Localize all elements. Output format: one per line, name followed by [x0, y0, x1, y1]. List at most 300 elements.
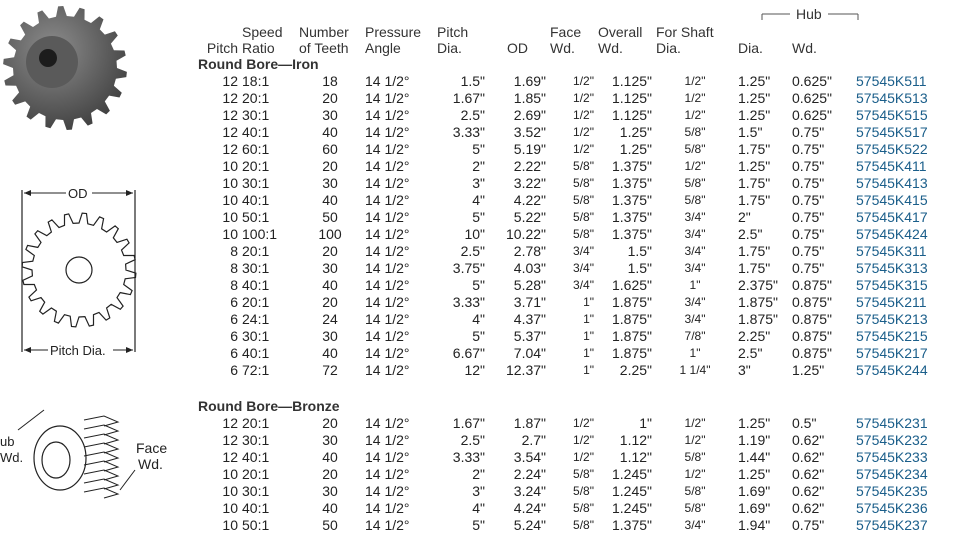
cell-pitch-dia: 3.33" [452, 449, 485, 465]
cell-shaft-dia: 1/2" [684, 467, 706, 481]
cell-part-number [854, 277, 964, 294]
table-body [196, 56, 964, 534]
cell-hub-wd: 0.75" [792, 158, 825, 174]
cell-hub-dia: 1.25" [738, 158, 771, 174]
cell-overall-wd: 1.25" [619, 124, 652, 140]
cell-teeth: 30 [322, 175, 338, 191]
gear-spec-table [196, 24, 964, 534]
cell-od: 1.87" [513, 415, 546, 431]
cell-pitch: 12 [222, 90, 238, 106]
cell-od: 2.7" [521, 432, 546, 448]
cell-pitch-dia: 10" [464, 226, 485, 242]
cell-part-number [854, 192, 964, 209]
cell-teeth: 30 [322, 432, 338, 448]
cell-face-wd: 5/8" [573, 467, 594, 481]
table-row [196, 243, 964, 260]
cell-overall-wd: 1.875" [611, 294, 652, 310]
table-row [196, 311, 964, 328]
cell-hub-wd: 0.875" [792, 328, 833, 344]
col-header-pitch: Pitch [206, 40, 238, 56]
cell-part-number [854, 209, 964, 226]
part-number-link[interactable]: 57545K311 [856, 243, 927, 259]
cell-pressure-angle: 14 1/2° [365, 73, 410, 89]
cell-pressure-angle: 14 1/2° [365, 483, 410, 499]
table-row [196, 124, 964, 141]
part-number-link[interactable]: 57545K231 [856, 415, 928, 431]
cell-speed-ratio: 50:1 [242, 209, 270, 225]
cell-hub-wd: 0.75" [792, 141, 825, 157]
cell-hub-wd: 0.75" [792, 260, 825, 276]
col-header-hub-wd: Wd. [792, 40, 817, 56]
table-row [196, 500, 964, 517]
cell-face-wd: 5/8" [573, 501, 594, 515]
cell-pitch: 10 [222, 175, 238, 191]
table-row [196, 209, 964, 226]
cell-face-wd: 1/2" [573, 433, 594, 447]
cell-pitch: 6 [230, 294, 238, 310]
cell-teeth: 24 [322, 311, 338, 327]
cell-hub-dia: 1.75" [738, 260, 771, 276]
part-number-link[interactable]: 57545K237 [856, 517, 928, 533]
cell-part-number [854, 449, 964, 466]
cell-pressure-angle: 14 1/2° [365, 90, 410, 106]
table-row [196, 345, 964, 362]
col-header-speed-ratio: Ratio [242, 40, 275, 56]
cell-pitch-dia: 4" [472, 192, 485, 208]
cell-pitch: 6 [230, 311, 238, 327]
cell-teeth: 40 [322, 124, 338, 140]
table-row [196, 466, 964, 483]
cell-overall-wd: 1.245" [611, 466, 652, 482]
cell-hub-dia: 2.375" [738, 277, 779, 293]
cell-shaft-dia: 5/8" [684, 176, 706, 190]
col-header-overall: Wd. [598, 40, 623, 56]
cell-face-wd: 1" [583, 363, 594, 377]
cell-hub-dia: 1.25" [738, 90, 771, 106]
cell-od: 2.24" [513, 466, 546, 482]
cell-pitch-dia: 4" [472, 500, 485, 516]
cell-speed-ratio: 24:1 [242, 311, 270, 327]
cell-od: 2.78" [513, 243, 546, 259]
cell-part-number [854, 124, 964, 141]
col-header-pressure: Angle [365, 40, 401, 56]
cell-teeth: 40 [322, 449, 338, 465]
col-header-face-top: Face [550, 24, 582, 40]
cell-part-number [854, 517, 964, 534]
cell-od: 3.22" [513, 175, 546, 191]
cell-hub-dia: 1.875" [738, 311, 779, 327]
cell-pitch: 10 [222, 517, 238, 533]
group-title: Round Bore—Bronze [198, 398, 340, 414]
cell-pitch: 6 [230, 345, 238, 361]
cell-shaft-dia: 7/8" [684, 329, 706, 343]
cell-hub-wd: 0.875" [792, 345, 833, 361]
cell-teeth: 18 [322, 73, 338, 89]
cell-pitch: 10 [222, 500, 238, 516]
col-header-pressure-top: Pressure [365, 24, 422, 40]
cell-pressure-angle: 14 1/2° [365, 158, 410, 174]
part-number-link[interactable]: 57545K424 [856, 226, 928, 242]
cell-shaft-dia: 3/4" [684, 518, 706, 532]
cell-teeth: 72 [322, 362, 338, 378]
cell-hub-dia: 1.19" [738, 432, 771, 448]
col-header-speed-ratio-top: Speed [242, 24, 283, 40]
cell-hub-wd: 0.62" [792, 500, 825, 516]
hub-group-header [196, 0, 966, 30]
cell-hub-wd: 0.75" [792, 124, 825, 140]
cell-shaft-dia: 5/8" [684, 484, 706, 498]
cell-pitch: 10 [222, 226, 238, 242]
part-number-link[interactable]: 57545K513 [856, 90, 928, 106]
group-header-row [196, 398, 964, 415]
part-number-link[interactable]: 57545K417 [856, 209, 928, 225]
cell-od: 3.52" [513, 124, 546, 140]
cell-shaft-dia: 1/2" [684, 159, 706, 173]
cell-teeth: 40 [322, 500, 338, 516]
cell-shaft-dia: 3/4" [684, 244, 706, 258]
cell-od: 5.19" [513, 141, 546, 157]
part-number-link[interactable]: 57545K234 [856, 466, 928, 482]
cell-shaft-dia: 3/4" [684, 210, 706, 224]
cell-part-number [854, 311, 964, 328]
part-number-link[interactable]: 57545K413 [856, 175, 928, 191]
part-number-link[interactable]: 57545K233 [856, 449, 928, 465]
cell-od: 5.28" [513, 277, 546, 293]
cell-od: 5.22" [513, 209, 546, 225]
cell-pitch-dia: 5" [472, 328, 485, 344]
cell-overall-wd: 1.375" [611, 175, 652, 191]
cell-shaft-dia: 5/8" [684, 450, 706, 464]
cell-face-wd: 5/8" [573, 484, 594, 498]
part-number-link[interactable]: 57545K511 [856, 73, 927, 89]
cell-hub-dia: 1.25" [738, 107, 771, 123]
cell-overall-wd: 1.125" [611, 107, 652, 123]
cell-pressure-angle: 14 1/2° [365, 466, 410, 482]
cell-teeth: 20 [322, 415, 338, 431]
cell-pitch: 12 [222, 73, 238, 89]
cell-od: 2.22" [513, 158, 546, 174]
cell-hub-wd: 0.75" [792, 175, 825, 191]
cell-pitch: 10 [222, 466, 238, 482]
table-row [196, 107, 964, 124]
part-number-link[interactable]: 57545K236 [856, 500, 928, 516]
cell-pitch-dia: 1.67" [452, 415, 485, 431]
header-row-2 [196, 40, 964, 56]
part-number-link[interactable]: 57545K522 [856, 141, 928, 157]
cell-speed-ratio: 20:1 [242, 243, 270, 259]
cell-shaft-dia: 1" [689, 278, 701, 292]
cell-speed-ratio: 72:1 [242, 362, 270, 378]
cell-hub-dia: 1.5" [738, 124, 763, 140]
cell-od: 4.24" [513, 500, 546, 516]
cell-shaft-dia: 5/8" [684, 501, 706, 515]
cell-od: 7.04" [513, 345, 546, 361]
cell-pitch-dia: 3" [472, 483, 485, 499]
cell-hub-dia: 1.69" [738, 483, 771, 499]
cell-shaft-dia: 3/4" [684, 227, 706, 241]
cell-face-wd: 1" [583, 346, 594, 360]
cell-pressure-angle: 14 1/2° [365, 124, 410, 140]
table-row [196, 90, 964, 107]
col-header-overall-top: Overall [598, 24, 643, 40]
cell-teeth: 40 [322, 277, 338, 293]
cell-od: 4.22" [513, 192, 546, 208]
part-number-link[interactable]: 57545K217 [856, 345, 928, 361]
cell-face-wd: 1/2" [573, 142, 594, 156]
cell-hub-dia: 1.25" [738, 73, 771, 89]
part-number-link[interactable]: 57545K244 [856, 362, 928, 378]
cell-face-wd: 1/2" [573, 91, 594, 105]
cell-face-wd: 1/2" [573, 74, 594, 88]
cell-part-number [854, 500, 964, 517]
cell-overall-wd: 1.625" [611, 277, 652, 293]
cell-overall-wd: 1.25" [619, 141, 652, 157]
cell-hub-dia: 2.5" [738, 345, 763, 361]
cell-overall-wd: 1.5" [627, 243, 652, 259]
cell-hub-wd: 0.62" [792, 483, 825, 499]
cell-pressure-angle: 14 1/2° [365, 517, 410, 533]
cell-part-number [854, 432, 964, 449]
cell-face-wd: 1/2" [573, 450, 594, 464]
col-header-pitch-dia: Dia. [437, 40, 462, 56]
cell-shaft-dia: 1" [689, 346, 701, 360]
cell-hub-wd: 0.75" [792, 226, 825, 242]
cell-speed-ratio: 30:1 [242, 260, 270, 276]
part-number-link[interactable]: 57545K215 [856, 328, 928, 344]
cell-overall-wd: 1.245" [611, 500, 652, 516]
cell-shaft-dia: 5/8" [684, 142, 706, 156]
part-number-link[interactable]: 57545K411 [856, 158, 927, 174]
cell-pitch-dia: 6.67" [452, 345, 485, 361]
cell-overall-wd: 1.125" [611, 90, 652, 106]
cell-face-wd: 1/2" [573, 108, 594, 122]
cell-shaft-dia: 1 1/4" [679, 363, 711, 377]
cell-teeth: 20 [322, 90, 338, 106]
group-spacer-cell [196, 379, 964, 398]
cell-shaft-dia: 1/2" [684, 108, 706, 122]
cell-hub-wd: 0.875" [792, 277, 833, 293]
col-header-shaft-top: For Shaft [656, 24, 714, 40]
cell-pitch-dia: 3.75" [452, 260, 485, 276]
cell-speed-ratio: 100:1 [242, 226, 278, 242]
cell-pressure-angle: 14 1/2° [365, 141, 410, 157]
cell-pitch: 6 [230, 362, 238, 378]
cell-speed-ratio: 60:1 [242, 141, 270, 157]
col-header-hub-dia: Dia. [738, 40, 763, 56]
cell-teeth: 30 [322, 107, 338, 123]
part-number-link[interactable]: 57545K235 [856, 483, 928, 499]
cell-pressure-angle: 14 1/2° [365, 294, 410, 310]
cell-od: 10.22" [505, 226, 546, 242]
gear-spec-table-container [196, 0, 966, 534]
cell-hub-wd: 0.75" [792, 517, 825, 533]
cell-hub-dia: 1.25" [738, 466, 771, 482]
cell-pressure-angle: 14 1/2° [365, 243, 410, 259]
cell-pitch-dia: 2.5" [460, 243, 485, 259]
cell-shaft-dia: 3/4" [684, 295, 706, 309]
cell-face-wd: 5/8" [573, 176, 594, 190]
cell-pitch: 12 [222, 124, 238, 140]
cell-pitch: 8 [230, 260, 238, 276]
cell-part-number [854, 415, 964, 432]
cell-hub-wd: 0.625" [792, 107, 833, 123]
cell-hub-dia: 1.75" [738, 175, 771, 191]
part-number-link[interactable]: 57545K232 [856, 432, 928, 448]
cell-overall-wd: 1.875" [611, 328, 652, 344]
cell-od: 12.37" [505, 362, 546, 378]
gear-illustrations [0, 0, 195, 533]
cell-overall-wd: 1.375" [611, 517, 652, 533]
cell-teeth: 50 [322, 517, 338, 533]
part-number-link[interactable]: 57545K313 [856, 260, 928, 276]
table-row [196, 260, 964, 277]
cell-part-number [854, 73, 964, 90]
cell-speed-ratio: 40:1 [242, 449, 270, 465]
cell-overall-wd: 1" [639, 415, 652, 431]
cell-pitch-dia: 5" [472, 517, 485, 533]
cell-shaft-dia: 1/2" [684, 74, 706, 88]
cell-pitch-dia: 5" [472, 141, 485, 157]
cell-pressure-angle: 14 1/2° [365, 311, 410, 327]
hub-header-label: Hub [796, 6, 822, 22]
cell-pitch-dia: 2" [472, 466, 485, 482]
cell-part-number [854, 345, 964, 362]
cell-shaft-dia: 3/4" [684, 261, 706, 275]
part-number-link[interactable]: 57545K515 [856, 107, 928, 123]
cell-shaft-dia: 5/8" [684, 193, 706, 207]
part-number-link[interactable]: 57545K415 [856, 192, 928, 208]
cell-hub-dia: 1.75" [738, 192, 771, 208]
cell-hub-dia: 1.44" [738, 449, 771, 465]
cell-pressure-angle: 14 1/2° [365, 328, 410, 344]
pitch-dia-label: Pitch Dia. [50, 343, 106, 358]
cell-teeth: 20 [322, 466, 338, 482]
cell-hub-dia: 1.94" [738, 517, 771, 533]
cell-pressure-angle: 14 1/2° [365, 432, 410, 448]
cell-od: 3.24" [513, 483, 546, 499]
cell-pitch: 10 [222, 209, 238, 225]
cell-od: 1.69" [513, 73, 546, 89]
table-row [196, 432, 964, 449]
cell-hub-dia: 2.5" [738, 226, 763, 242]
table-row [196, 362, 964, 379]
face-label-line1: Face [136, 440, 168, 456]
cell-pressure-angle: 14 1/2° [365, 277, 410, 293]
cell-part-number [854, 243, 964, 260]
cell-od: 2.69" [513, 107, 546, 123]
part-number-link[interactable]: 57545K211 [856, 294, 927, 310]
table-row [196, 483, 964, 500]
cell-od: 3.71" [513, 294, 546, 310]
cell-hub-wd: 0.75" [792, 243, 825, 259]
cell-part-number [854, 328, 964, 345]
hub-label-line2: Wd. [0, 450, 24, 465]
cell-speed-ratio: 18:1 [242, 73, 270, 89]
cell-overall-wd: 1.375" [611, 192, 652, 208]
face-label-line2: Wd. [138, 456, 163, 472]
cell-speed-ratio: 30:1 [242, 107, 270, 123]
cell-od: 1.85" [513, 90, 546, 106]
cell-speed-ratio: 40:1 [242, 500, 270, 516]
col-header-face: Wd. [550, 40, 575, 56]
col-header-pitch-dia-top: Pitch [437, 24, 469, 40]
cell-pitch-dia: 4" [472, 311, 485, 327]
part-number-link[interactable]: 57545K517 [856, 124, 928, 140]
cell-pitch-dia: 1.67" [452, 90, 485, 106]
cell-od: 5.24" [513, 517, 546, 533]
od-label: OD [68, 186, 88, 201]
cell-shaft-dia: 3/4" [684, 312, 706, 326]
cell-od: 4.37" [513, 311, 546, 327]
cell-pressure-angle: 14 1/2° [365, 449, 410, 465]
cell-speed-ratio: 30:1 [242, 432, 270, 448]
cell-hub-dia: 2" [738, 209, 751, 225]
table-row [196, 277, 964, 294]
cell-overall-wd: 1.125" [611, 73, 652, 89]
cell-face-wd: 5/8" [573, 159, 594, 173]
cell-hub-dia: 1.25" [738, 415, 771, 431]
cell-speed-ratio: 20:1 [242, 415, 270, 431]
table-row [196, 226, 964, 243]
cell-hub-dia: 1.75" [738, 141, 771, 157]
col-header-teeth: of Teeth [299, 40, 349, 56]
group-header-row [196, 56, 964, 73]
cell-teeth: 40 [322, 192, 338, 208]
cell-teeth: 60 [322, 141, 338, 157]
cell-pitch-dia: 5" [472, 277, 485, 293]
cell-hub-dia: 1.69" [738, 500, 771, 516]
table-row [196, 192, 964, 209]
col-header-part [854, 40, 964, 56]
cell-hub-wd: 0.875" [792, 294, 833, 310]
cell-face-wd: 1/2" [573, 125, 594, 139]
cell-part-number [854, 260, 964, 277]
table-row [196, 158, 964, 175]
cell-overall-wd: 1.245" [611, 483, 652, 499]
cell-teeth: 30 [322, 483, 338, 499]
table-row [196, 73, 964, 90]
cell-part-number [854, 466, 964, 483]
cell-speed-ratio: 40:1 [242, 124, 270, 140]
cell-hub-wd: 1.25" [792, 362, 825, 378]
cell-teeth: 20 [322, 243, 338, 259]
illustrations-column [0, 0, 195, 533]
cell-pressure-angle: 14 1/2° [365, 209, 410, 225]
cell-speed-ratio: 50:1 [242, 517, 270, 533]
cell-face-wd: 1" [583, 329, 594, 343]
cell-speed-ratio: 40:1 [242, 277, 270, 293]
cell-part-number [854, 90, 964, 107]
group-spacer [196, 379, 964, 398]
cell-teeth: 30 [322, 260, 338, 276]
cell-pitch-dia: 2" [472, 158, 485, 174]
cell-part-number [854, 141, 964, 158]
cell-pitch: 12 [222, 107, 238, 123]
cell-shaft-dia: 5/8" [684, 125, 706, 139]
cell-part-number [854, 158, 964, 175]
cell-od: 4.03" [513, 260, 546, 276]
cell-od: 3.54" [513, 449, 546, 465]
cell-pitch-dia: 3" [472, 175, 485, 191]
part-number-link[interactable]: 57545K315 [856, 277, 928, 293]
cell-pressure-angle: 14 1/2° [365, 226, 410, 242]
part-number-link[interactable]: 57545K213 [856, 311, 928, 327]
cell-teeth: 50 [322, 209, 338, 225]
cell-hub-wd: 0.75" [792, 192, 825, 208]
cell-face-wd: 1/2" [573, 416, 594, 430]
cell-speed-ratio: 20:1 [242, 90, 270, 106]
cell-overall-wd: 1.375" [611, 209, 652, 225]
